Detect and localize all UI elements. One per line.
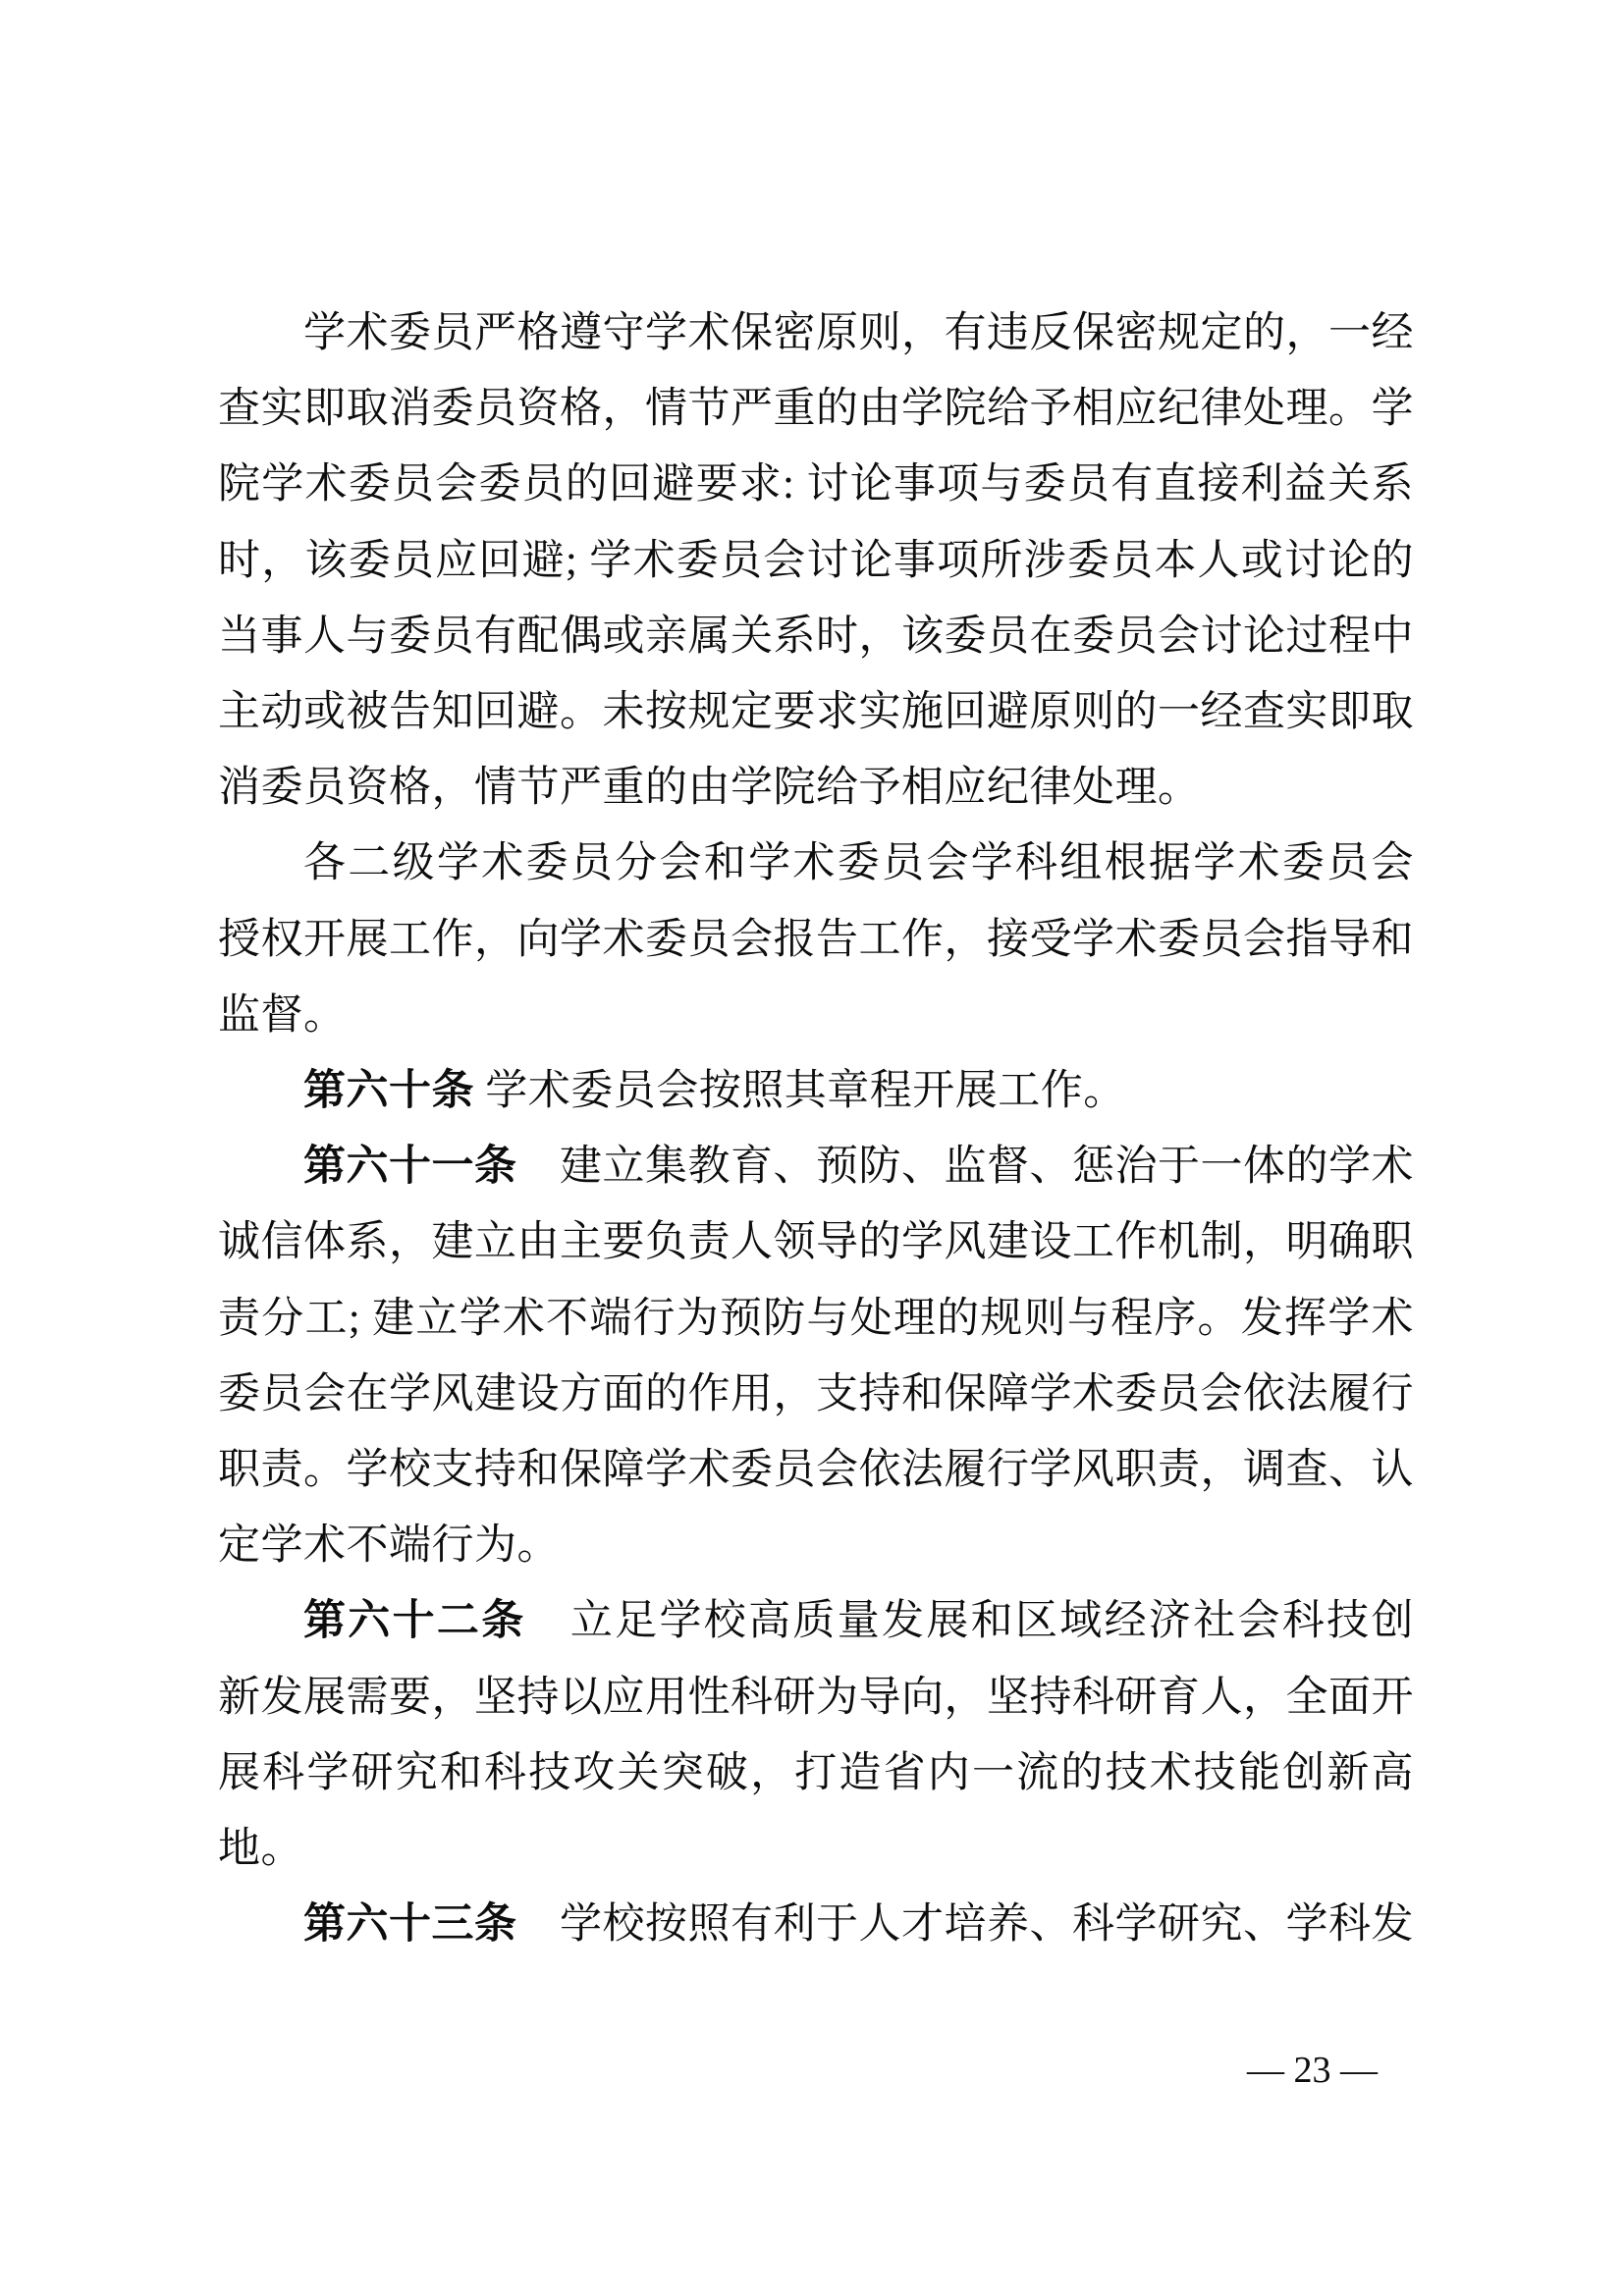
body-text: 时，该委员应回避; 学术委员会讨论事项所涉委员本人或讨论的	[218, 537, 1414, 584]
body-text: 各二级学术委员分会和学术委员会学科组根据学术委员会	[303, 840, 1414, 887]
body-text: 监督。	[218, 991, 347, 1039]
text-line	[218, 371, 1414, 447]
body-text: 学术委员会按照其章程开展工作。	[474, 1068, 1126, 1115]
text-line	[218, 674, 1414, 750]
body-text: 当事人与委员有配偶或亲属关系时，该委员在委员会讨论过程中	[218, 613, 1414, 660]
body-text: 授权开展工作，向学术委员会报告工作，接受学术委员会指导和	[218, 916, 1414, 963]
text-line	[218, 1129, 1414, 1204]
body-text: 定学术不端行为。	[218, 1522, 560, 1570]
body-text: 学术委员严格遵守学术保密原则，有违反保密规定的，一经	[303, 310, 1414, 356]
body-text: 新发展需要，坚持以应用性科研为导向，坚持科研育人，全面开	[218, 1674, 1414, 1721]
text-line	[218, 1053, 1414, 1129]
body-text: 消委员资格，情节严重的由学院给予相应纪律处理。	[218, 765, 1201, 812]
text-line	[218, 447, 1414, 522]
text-line	[218, 599, 1414, 674]
text-line	[218, 750, 1414, 826]
text-line	[218, 295, 1414, 371]
text-line	[218, 1508, 1414, 1583]
text-line	[218, 1887, 1414, 1962]
body-text: 责分工; 建立学术不端行为预防与处理的规则与程序。发挥学术	[218, 1295, 1414, 1342]
body-text: 查实即取消委员资格，情节严重的由学院给予相应纪律处理。学	[218, 386, 1414, 433]
body-text: 委员会在学风建设方面的作用，支持和保障学术委员会依法履行	[218, 1370, 1414, 1417]
text-line	[218, 1432, 1414, 1508]
text-line	[218, 826, 1414, 901]
document-body	[218, 295, 1414, 1962]
text-line	[218, 1357, 1414, 1432]
text-line	[218, 1583, 1414, 1659]
text-line	[218, 1204, 1414, 1280]
body-text: 学校按照有利于人才培养、科学研究、学科发	[516, 1901, 1414, 1949]
article-heading: 第六十条	[303, 1068, 474, 1115]
text-line	[218, 1735, 1414, 1811]
text-line	[218, 1281, 1414, 1357]
text-line	[218, 523, 1414, 599]
text-line	[218, 1660, 1414, 1735]
body-text: 建立集教育、预防、监督、惩治于一体的学术	[516, 1144, 1414, 1191]
article-heading: 第六十二条	[303, 1598, 526, 1645]
body-text: 主动或被告知回避。未按规定要求实施回避原则的一经查实即取	[218, 689, 1414, 736]
body-text: 展科学研究和科技攻关突破，打造省内一流的技术技能创新高	[218, 1749, 1414, 1796]
article-heading: 第六十三条	[303, 1901, 517, 1949]
page-number: — 23 —	[1247, 2050, 1378, 2091]
body-text: 院学术委员会委员的回避要求: 讨论事项与委员有直接利益关系	[218, 461, 1414, 508]
body-text: 立足学校高质量发展和区域经济社会科技创	[525, 1598, 1414, 1645]
text-line	[218, 978, 1414, 1053]
article-heading: 第六十一条	[303, 1144, 517, 1191]
body-text: 诚信体系，建立由主要负责人领导的学风建设工作机制，明确职	[218, 1219, 1414, 1266]
text-line	[218, 902, 1414, 978]
body-text: 职责。学校支持和保障学术委员会依法履行学风职责，调查、认	[218, 1447, 1414, 1494]
text-line	[218, 1811, 1414, 1887]
body-text: 地。	[218, 1826, 303, 1873]
